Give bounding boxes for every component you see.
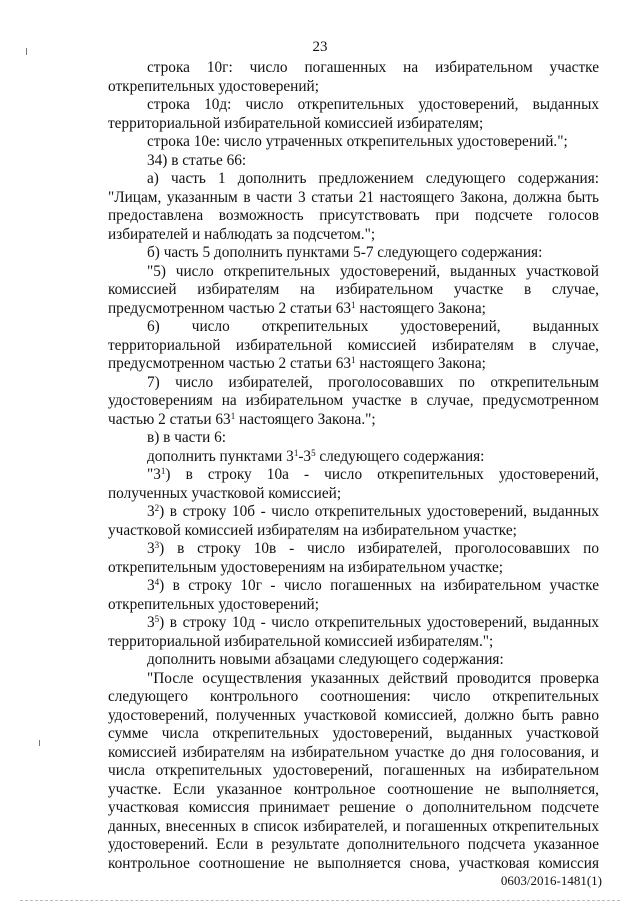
text-line: 34) в статье 66: — [147, 151, 247, 169]
page-number: 23 — [312, 39, 328, 55]
text-line: частью 2 статьи $63^1$ настоящего Закона."; — [108, 410, 376, 428]
text-line: удостоверений. Если в результате дополнительного подсчета указанное — [108, 836, 599, 853]
text-line: б) часть 5 дополнить пунктами 5-7 следующего содержания: — [147, 244, 543, 261]
text-line: строка 10д: число открепительных удостоверений, выданных — [147, 96, 599, 113]
text-line: открепительных удостоверений; — [108, 595, 319, 613]
scan-bottom-line — [20, 900, 620, 901]
text-line: 7) число избирателей, проголосовавших по открепительным — [147, 373, 599, 391]
text-line: "$3^1$) в строку 10а - число открепительных удостоверений, — [147, 466, 599, 483]
text-line: предоставлена возможность присутствовать при подсчете голосов — [108, 207, 599, 224]
text-line: числа открепительных удостоверений, погашенных на избирательном — [108, 762, 599, 779]
text-line: участке. Если указанное контрольное соотношение не выполняется, — [108, 780, 599, 798]
text-line: дополнить новыми абзацами следующего содержания: — [147, 651, 504, 668]
text-line: "5) число открепительных удостоверений, выданных участковой — [147, 262, 599, 280]
text-line: $3^2$) в строку 10б - число открепительных удостоверений, выданных — [147, 503, 599, 520]
text-line: открепительных удостоверений; — [108, 77, 319, 95]
document-body — [108, 59, 599, 873]
scan-mark — [39, 740, 40, 746]
text-line: удостоверениям на избирательном участке в случае, предусмотренном — [108, 392, 599, 409]
text-line: в) в части 6: — [147, 429, 227, 446]
text-line: сумме числа открепительных удостоверений, выданных участковой — [108, 725, 599, 742]
text-line: контрольное соотношение не выполняется снова, участковая комиссия — [108, 854, 599, 872]
text-line: "После осуществления указанных действий проводится проверка — [147, 669, 599, 687]
text-line: предусмотренном частью 2 статьи $63^1$ настоящего Закона; — [108, 299, 486, 317]
text-line: строка 10г: число погашенных на избирательном участке — [147, 59, 599, 76]
text-line: $3^3$) в строку 10в - число избирателей, проголосовавших по — [147, 540, 599, 557]
scan-mark — [26, 48, 27, 55]
text-line: участковая комиссия принимает решение о дополнительном подсчете — [108, 799, 599, 816]
text-line: территориальной избирательной комиссией избирателям; — [108, 114, 484, 132]
text-line: а) часть 1 дополнить предложением следующего содержания: — [147, 170, 599, 187]
text-line: территориальной избирательной комиссией избирателям."; — [108, 632, 494, 650]
text-line: 6) число открепительных удостоверений, выданных — [147, 318, 599, 335]
text-line: территориальной избирательной комиссией избирателям в случае, — [108, 336, 599, 354]
text-line: строка 10е: число утраченных открепительных удостоверений."; — [147, 133, 568, 150]
text-line: комиссией избирателям на избирательном участке в случае, — [108, 281, 599, 298]
text-line: "Лицам, указанным в части 3 статьи 21 настоящего Закона, должна быть — [108, 188, 599, 206]
text-line: комиссией избирателям на избирательном участке до дня голосования, и — [108, 743, 599, 761]
document-code: 0603/2016-1481(1) — [500, 873, 602, 888]
text-line: избирателей и наблюдать за подсчетом."; — [108, 225, 376, 243]
text-line: $3^4$) в строку 10г - число погашенных на избирательном участке — [147, 577, 599, 594]
text-line: $3^5$) в строку 10д - число открепительных удостоверений, выданных — [147, 614, 599, 631]
text-line: следующего контрольного соотношения: число открепительных — [108, 688, 599, 705]
text-line: дополнить пунктами $3^1-3^5$ следующего содержания: — [147, 447, 485, 465]
text-line: данных, внесенных в список избирателей, и погашенных открепительных — [108, 817, 599, 835]
text-line: участковой комиссией избирателям на избирательном участке; — [108, 521, 517, 539]
text-line: удостоверений, полученных участковой комиссией, должно быть равно — [108, 706, 599, 724]
text-line: открепительным удостоверениям на избирательном участке; — [108, 558, 503, 576]
text-line: предусмотренном частью 2 статьи $63^1$ настоящего Закона; — [108, 355, 486, 372]
text-line: полученных участковой комиссией; — [108, 484, 342, 502]
